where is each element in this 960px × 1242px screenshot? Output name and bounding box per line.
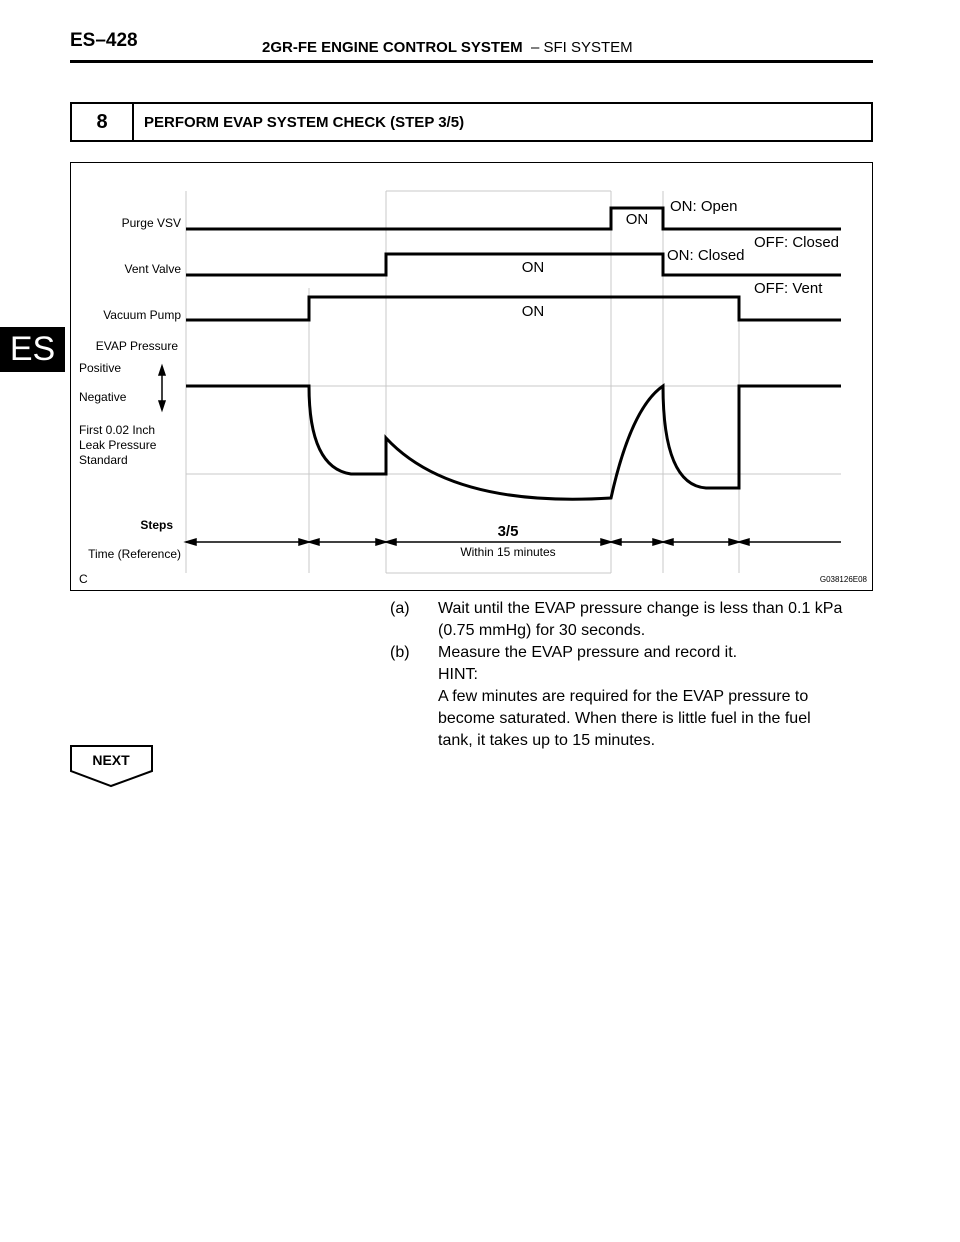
evap-pressure-curve <box>186 386 841 499</box>
instruction-body <box>438 598 842 642</box>
figure-id: G038126E08 <box>819 575 867 584</box>
purge-on-label: ON <box>625 211 649 228</box>
section-side-tab: ES <box>0 327 65 372</box>
header-title <box>262 39 633 56</box>
leak-standard-label-line2: Leak Pressure <box>79 438 157 452</box>
vacuum-pump-signal <box>186 297 841 320</box>
on-closed-annotation: ON: Closed <box>667 247 745 264</box>
within-time-label: Within 15 minutes <box>460 545 556 559</box>
header-rule <box>70 60 873 63</box>
time-reference-label: Time (Reference) <box>88 547 181 561</box>
step-number: 8 <box>72 104 134 140</box>
instruction-line: become saturated. When there is little fuel in the fuel <box>438 710 811 727</box>
positive-negative-arrow <box>159 366 165 410</box>
next-button[interactable] <box>70 745 154 794</box>
instruction-line: Wait until the EVAP pressure change is less than 0.1 kPa <box>438 600 843 617</box>
header-title-rest: – SFI SYSTEM <box>530 39 633 56</box>
on-open-annotation: ON: Open <box>670 198 738 215</box>
evap-timing-diagram <box>70 162 873 591</box>
instruction-line: tank, it takes up to 15 minutes. <box>438 732 656 749</box>
instructions <box>390 598 875 752</box>
evap-pressure-label: EVAP Pressure <box>95 339 178 353</box>
vent-valve-label: Vent Valve <box>124 262 181 276</box>
hint-label: HINT: <box>438 666 478 683</box>
instruction-item <box>390 642 875 752</box>
next-arrow-shape <box>70 745 154 789</box>
off-vent-annotation: OFF: Vent <box>754 280 823 297</box>
instruction-line: (0.75 mmHg) for 30 seconds. <box>438 622 646 639</box>
leak-standard-label-line1: First 0.02 Inch <box>79 423 156 437</box>
next-button-label: NEXT <box>92 752 130 768</box>
negative-label: Negative <box>79 390 127 404</box>
instruction-label: (b) <box>390 644 410 661</box>
steps-label: Steps <box>140 518 173 532</box>
header-title-bold: 2GR-FE ENGINE CONTROL SYSTEM <box>262 39 523 56</box>
step-value-label: 3/5 <box>497 523 519 540</box>
diagram-canvas <box>71 163 872 590</box>
pump-on-label: ON <box>521 303 545 320</box>
page-number: ES–428 <box>70 30 138 51</box>
step-title: PERFORM EVAP SYSTEM CHECK (STEP 3/5) <box>144 113 465 131</box>
purge-vsv-signal <box>186 208 841 229</box>
instruction-line: Measure the EVAP pressure and record it. <box>438 644 738 661</box>
leak-standard-label-line3: Standard <box>79 453 128 467</box>
purge-vsv-label: Purge VSV <box>121 216 181 230</box>
vent-on-label: ON <box>521 259 545 276</box>
corner-c-label: C <box>79 572 88 586</box>
instruction-label: (a) <box>390 600 410 617</box>
instruction-body <box>438 642 811 752</box>
instruction-item <box>390 598 875 642</box>
off-closed-annotation: OFF: Closed <box>754 234 840 251</box>
step-header-box <box>70 102 873 142</box>
vacuum-pump-label: Vacuum Pump <box>103 308 181 322</box>
positive-label: Positive <box>79 361 122 375</box>
instruction-line: A few minutes are required for the EVAP pressure to <box>438 688 809 705</box>
